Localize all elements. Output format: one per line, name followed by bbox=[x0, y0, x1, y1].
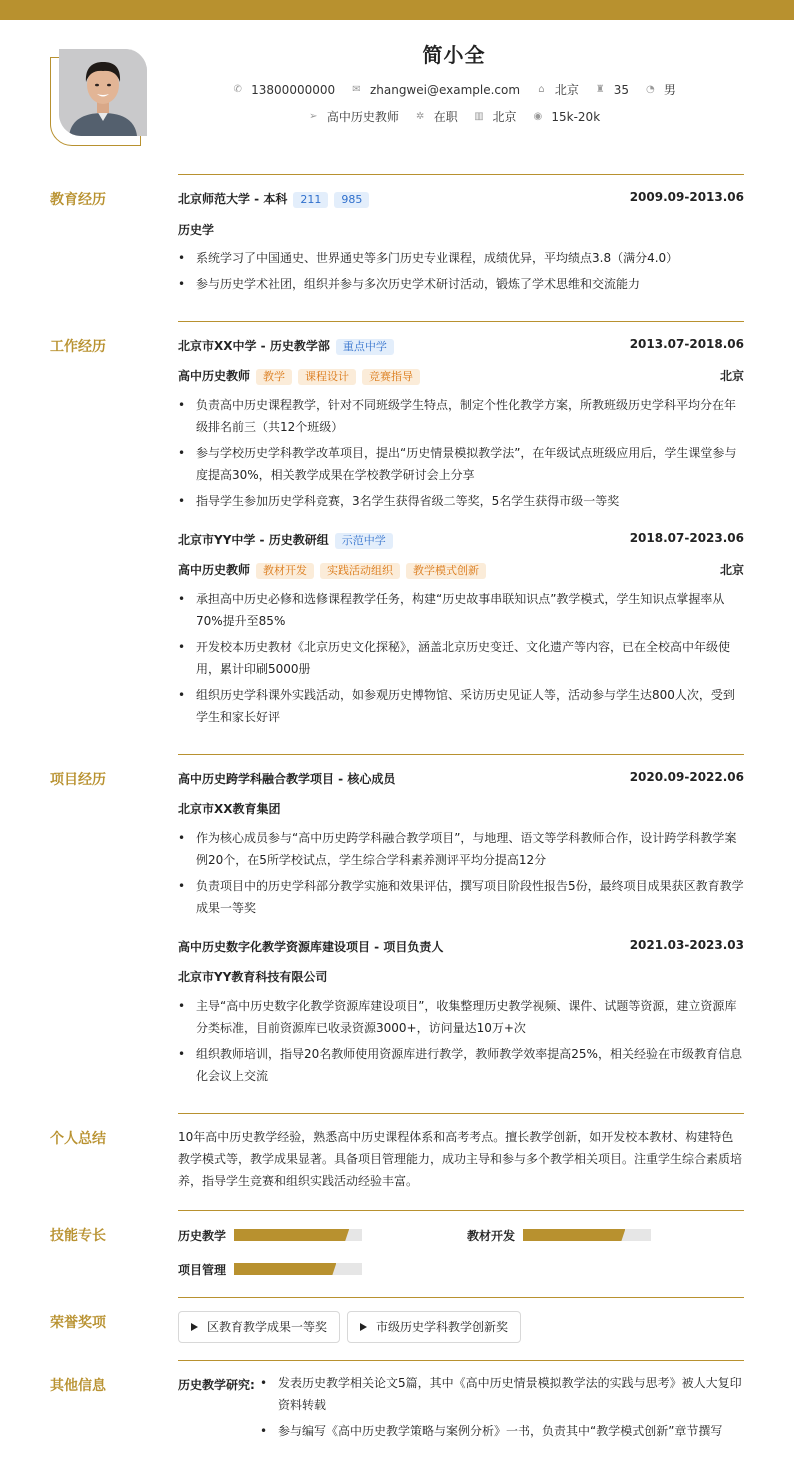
job-salary: ◉ 15k-20k bbox=[533, 109, 601, 124]
section-title: 个人总结 bbox=[50, 1131, 106, 1147]
project-name: 高中历史跨学科融合教学项目 - 核心成员 bbox=[178, 772, 396, 786]
skill-level-fill bbox=[523, 1229, 625, 1241]
section-title: 其他信息 bbox=[50, 1378, 106, 1394]
list-item: • 参与编写《高中历史教学策略与案例分析》一书，负责其中“教学模式创新”章节撰写 bbox=[260, 1420, 744, 1442]
list-item: • 作为核心成员参与“高中历史跨学科融合教学项目”，与地理、语文等学科教师合作，设计跨学科教学案例20个，在5所学校试点，学生综合学科素养测评平均分提高12分 bbox=[178, 827, 744, 871]
job-title: ➢ 高中历史教师 bbox=[309, 110, 399, 124]
project-org: 北京市XX教育集团 bbox=[178, 802, 281, 816]
job-city: 北京 bbox=[719, 369, 744, 383]
job-intention-row bbox=[0, 108, 794, 125]
list-item: • 开发校本历史教材《北京历史文化探秘》，涵盖北京历史变迁、文化遗产等内容，已在全校高中年级使用，累计印刷5000册 bbox=[178, 636, 744, 680]
summary-text: 10年高中历史教学经验，熟悉高中历史课程体系和高考考点。擅长教学创新，如开发校本教材、构建特色教学模式等，教学成果显著。具备项目管理能力，成功主导和参与多个教学相关项目。注重学生综合素质培养，指导学生竞赛和组织实践活动经验丰富。 bbox=[178, 1130, 743, 1188]
section-title: 荣誉奖项 bbox=[50, 1315, 106, 1331]
contact-phone: ✆ 13800000000 bbox=[233, 82, 336, 97]
contact-age: ♜ 35 bbox=[595, 82, 630, 97]
list-item: • 指导学生参加历史学科竞赛，3名学生获得省级二等奖，5名学生获得市级一等奖 bbox=[178, 490, 744, 512]
job-status: ✲ 在职 bbox=[415, 110, 458, 124]
skill-name: 项目管理 bbox=[178, 1263, 227, 1277]
contact-city: ⌂ 北京 bbox=[536, 81, 579, 98]
other-label: 历史教学研究: bbox=[178, 1378, 255, 1392]
building-icon: ▥ bbox=[474, 111, 484, 122]
role-tag: 竞赛指导 bbox=[362, 369, 420, 385]
skill-name: 历史教学 bbox=[178, 1229, 227, 1243]
job-role: 高中历史教师 bbox=[178, 563, 251, 577]
list-item: • 承担高中历史必修和选修课程教学任务，构建“历史故事串联知识点”教学模式，学生知识点掌握率从70%提升至85% bbox=[178, 588, 744, 632]
status-icon: ✲ bbox=[415, 111, 425, 122]
home-icon: ⌂ bbox=[538, 84, 545, 95]
job-date: 2013.07-2018.06 bbox=[629, 337, 744, 351]
candidate-name: 简小全 bbox=[422, 43, 486, 67]
list-item: • 系统学习了中国通史、世界通史等多门历史专业课程，成绩优异，平均绩点3.8（满分4.0） bbox=[178, 247, 744, 269]
major: 历史学 bbox=[178, 223, 215, 237]
job-role: 高中历史教师 bbox=[178, 369, 251, 383]
gender-icon: ◔ bbox=[645, 84, 655, 95]
project-name: 高中历史数字化教学资源库建设项目 - 项目负责人 bbox=[178, 940, 444, 954]
education-date: 2009.09-2013.06 bbox=[629, 190, 744, 204]
contact-row bbox=[0, 81, 794, 98]
contact-gender: ◔ 男 bbox=[645, 83, 676, 97]
skill-bar bbox=[523, 1229, 651, 1241]
skill-level-fill bbox=[234, 1229, 349, 1241]
company-tag: 重点中学 bbox=[336, 339, 394, 355]
school-tag: 985 bbox=[334, 192, 369, 208]
section-title: 技能专长 bbox=[50, 1228, 106, 1244]
list-item: • 主导“高中历史数字化教学资源库建设项目”，收集整理历史教学视频、课件、试题等资源，建立资源库分类标准，目前资源库已收录资源3000+，访问量达10万+次 bbox=[178, 995, 744, 1039]
skill-item bbox=[178, 1227, 226, 1244]
project-bullets bbox=[178, 827, 744, 923]
list-item: • 组织历史学科课外实践活动，如参观历史博物馆、采访历史见证人等，活动参与学生达800人次，受到学生和家长好评 bbox=[178, 684, 744, 728]
project-date: 2020.09-2022.06 bbox=[629, 770, 744, 784]
role-tag: 教学模式创新 bbox=[406, 563, 486, 579]
project-bullets bbox=[178, 995, 744, 1091]
skill-item bbox=[467, 1227, 515, 1244]
school-name: 北京师范大学 - 本科 bbox=[178, 192, 288, 206]
list-item: • 发表历史教学相关论文5篇，其中《高中历史情景模拟教学法的实践与思考》被人大复印资料转载 bbox=[260, 1372, 744, 1416]
phone-icon: ✆ bbox=[233, 84, 242, 95]
job-date: 2018.07-2023.06 bbox=[629, 531, 744, 545]
role-tag: 课程设计 bbox=[298, 369, 356, 385]
job-city: ▥ 北京 bbox=[474, 110, 517, 124]
play-triangle-icon bbox=[360, 1323, 367, 1331]
award-item: 市级历史学科教学创新奖 bbox=[347, 1311, 521, 1343]
list-item: • 组织教师培训，指导20名教师使用资源库进行教学，教师教学效率提高25%，相关经验在市级教育信息化会议上交流 bbox=[178, 1043, 744, 1087]
list-item: • 参与学校历史学科教学改革项目，提出“历史情景模拟教学法”，在年级试点班级应用后，学生课堂参与度提高30%，相关教学成果在学校教学研讨会上分享 bbox=[178, 442, 744, 486]
section-title: 项目经历 bbox=[50, 772, 106, 788]
role-tag: 实践活动组织 bbox=[320, 563, 400, 579]
company-tag: 示范中学 bbox=[335, 533, 393, 549]
skill-bar bbox=[234, 1263, 362, 1275]
project-org: 北京市YY教育科技有限公司 bbox=[178, 970, 328, 984]
role-tag: 教材开发 bbox=[256, 563, 314, 579]
company-name: 北京市XX中学 - 历史教学部 bbox=[178, 339, 330, 353]
list-item: • 参与历史学术社团，组织并参与多次历史学术研讨活动，锻炼了学术思维和交流能力 bbox=[178, 273, 744, 295]
section-title: 工作经历 bbox=[50, 339, 106, 355]
list-item: • 负责高中历史课程教学，针对不同班级学生特点，制定个性化教学方案，所教班级历史学科平均分在年级排名前三（共12个班级） bbox=[178, 394, 744, 438]
send-icon: ➢ bbox=[309, 111, 318, 122]
project-date: 2021.03-2023.03 bbox=[629, 938, 744, 952]
mail-icon: ✉ bbox=[352, 84, 361, 95]
award-item: 区教育教学成果一等奖 bbox=[178, 1311, 340, 1343]
other-bullets bbox=[260, 1372, 744, 1446]
contact-email: ✉ zhangwei@example.com bbox=[352, 82, 521, 97]
job-bullets bbox=[178, 588, 744, 732]
skill-level-fill bbox=[234, 1263, 336, 1275]
play-triangle-icon bbox=[191, 1323, 198, 1331]
age-icon: ♜ bbox=[595, 84, 605, 95]
education-bullets bbox=[178, 247, 744, 299]
list-item: • 负责项目中的历史学科部分教学实施和效果评估，撰写项目阶段性报告5份，最终项目成果获区教育教学成果一等奖 bbox=[178, 875, 744, 919]
school-tag: 211 bbox=[293, 192, 328, 208]
role-tag: 教学 bbox=[256, 369, 292, 385]
skill-bar bbox=[234, 1229, 362, 1241]
top-accent-bar bbox=[0, 0, 794, 20]
salary-icon: ◉ bbox=[533, 111, 543, 122]
skill-name: 教材开发 bbox=[467, 1229, 516, 1243]
job-bullets bbox=[178, 394, 744, 516]
company-name: 北京市YY中学 - 历史教研组 bbox=[178, 533, 329, 547]
job-city: 北京 bbox=[719, 563, 744, 577]
skill-item bbox=[178, 1261, 226, 1278]
section-title: 教育经历 bbox=[50, 192, 106, 208]
